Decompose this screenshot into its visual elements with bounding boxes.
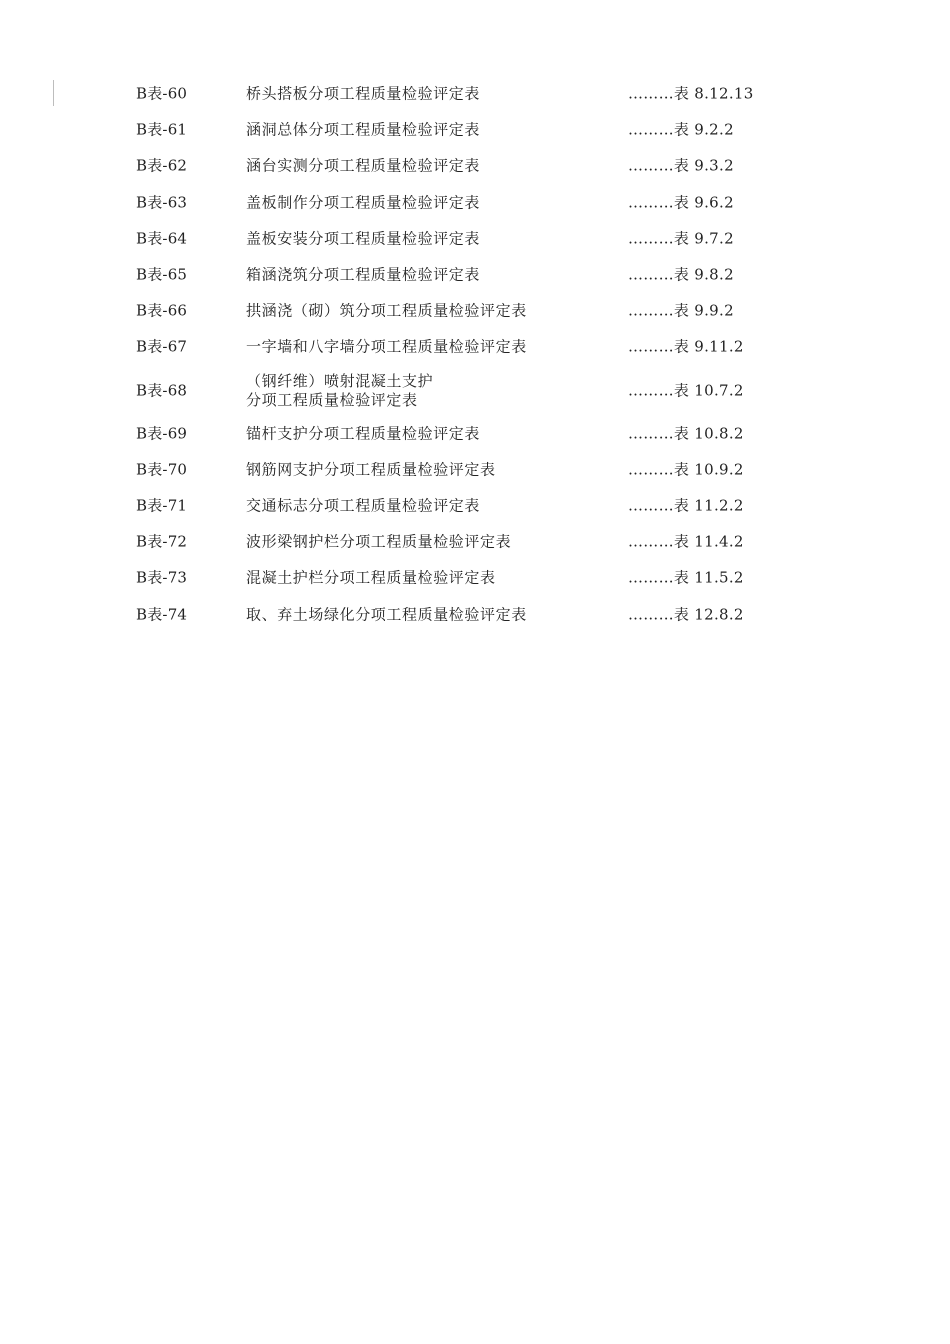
table-title-line: 分项工程质量检验评定表 bbox=[246, 390, 418, 409]
toc-row bbox=[0, 488, 950, 524]
toc-row bbox=[0, 596, 950, 632]
table-reference: ………表 8.12.13 bbox=[628, 84, 754, 103]
table-title-line: 盖板安装分项工程质量检验评定表 bbox=[246, 229, 481, 248]
table-code: B表-66 bbox=[136, 301, 188, 320]
table-title-line: 取、弃土场绿化分项工程质量检验评定表 bbox=[246, 605, 527, 624]
table-code: B表-62 bbox=[136, 156, 188, 175]
table-title bbox=[246, 302, 527, 321]
toc-row bbox=[0, 452, 950, 488]
table-title bbox=[246, 533, 511, 552]
table-code: B表-64 bbox=[136, 229, 188, 248]
table-code: B表-71 bbox=[136, 496, 188, 515]
toc-row bbox=[0, 76, 950, 112]
table-code: B表-68 bbox=[136, 381, 188, 399]
table-title-line: 涵洞总体分项工程质量检验评定表 bbox=[246, 120, 481, 139]
table-title bbox=[246, 372, 433, 410]
table-title-line: 波形梁钢护栏分项工程质量检验评定表 bbox=[246, 532, 512, 551]
toc-row bbox=[0, 293, 950, 329]
toc-row bbox=[0, 416, 950, 452]
table-code: B表-67 bbox=[136, 337, 188, 356]
table-reference: ………表 9.3.2 bbox=[628, 156, 734, 175]
table-title-line: 锚杆支护分项工程质量检验评定表 bbox=[246, 424, 481, 443]
toc-row bbox=[0, 366, 950, 416]
table-reference: ………表 9.7.2 bbox=[628, 229, 734, 248]
table-title bbox=[246, 460, 496, 479]
table-reference: ………表 9.6.2 bbox=[628, 193, 734, 212]
table-code: B表-73 bbox=[136, 568, 188, 587]
table-reference: ………表 11.2.2 bbox=[628, 496, 744, 515]
table-reference: ………表 11.4.2 bbox=[628, 532, 744, 551]
table-code: B表-72 bbox=[136, 532, 188, 551]
table-reference: ………表 10.8.2 bbox=[628, 424, 744, 443]
table-reference: ………表 10.7.2 bbox=[628, 381, 744, 399]
toc-row bbox=[0, 185, 950, 221]
table-title-line: （钢纤维）喷射混凝土支护 bbox=[246, 371, 434, 390]
table-reference: ………表 11.5.2 bbox=[628, 568, 744, 587]
table-title bbox=[246, 229, 480, 248]
table-code: B表-60 bbox=[136, 84, 188, 103]
table-reference: ………表 12.8.2 bbox=[628, 605, 744, 624]
toc-row bbox=[0, 221, 950, 257]
table-code: B表-61 bbox=[136, 120, 188, 139]
table-code: B表-74 bbox=[136, 605, 188, 624]
table-reference: ………表 9.8.2 bbox=[628, 265, 734, 284]
toc-row bbox=[0, 560, 950, 596]
table-title bbox=[246, 266, 480, 285]
table-title bbox=[246, 157, 480, 176]
toc-row bbox=[0, 257, 950, 293]
table-reference: ………表 9.11.2 bbox=[628, 337, 744, 356]
table-title-line: 一字墙和八字墙分项工程质量检验评定表 bbox=[246, 337, 527, 356]
table-title-line: 盖板制作分项工程质量检验评定表 bbox=[246, 193, 481, 212]
table-code: B表-63 bbox=[136, 193, 188, 212]
toc-row bbox=[0, 112, 950, 148]
table-title bbox=[246, 338, 527, 357]
table-title bbox=[246, 605, 527, 624]
table-title bbox=[246, 424, 480, 443]
table-title bbox=[246, 569, 496, 588]
table-reference: ………表 9.2.2 bbox=[628, 120, 734, 139]
table-reference: ………表 9.9.2 bbox=[628, 301, 734, 320]
table-reference: ………表 10.9.2 bbox=[628, 460, 744, 479]
toc-row bbox=[0, 329, 950, 365]
table-of-contents bbox=[0, 76, 950, 633]
table-title bbox=[246, 496, 480, 515]
table-title bbox=[246, 85, 480, 104]
table-title bbox=[246, 121, 480, 140]
table-title-line: 箱涵浇筑分项工程质量检验评定表 bbox=[246, 265, 481, 284]
table-code: B表-70 bbox=[136, 460, 188, 479]
table-code: B表-69 bbox=[136, 424, 188, 443]
table-title bbox=[246, 193, 480, 212]
table-title-line: 混凝土护栏分项工程质量检验评定表 bbox=[246, 568, 496, 587]
table-title-line: 涵台实测分项工程质量检验评定表 bbox=[246, 156, 481, 175]
table-title-line: 钢筋网支护分项工程质量检验评定表 bbox=[246, 460, 496, 479]
toc-row bbox=[0, 148, 950, 184]
table-title-line: 拱涵浇（砌）筑分项工程质量检验评定表 bbox=[246, 301, 527, 320]
table-title-line: 交通标志分项工程质量检验评定表 bbox=[246, 496, 481, 515]
table-title-line: 桥头搭板分项工程质量检验评定表 bbox=[246, 84, 481, 103]
table-code: B表-65 bbox=[136, 265, 188, 284]
toc-row bbox=[0, 524, 950, 560]
